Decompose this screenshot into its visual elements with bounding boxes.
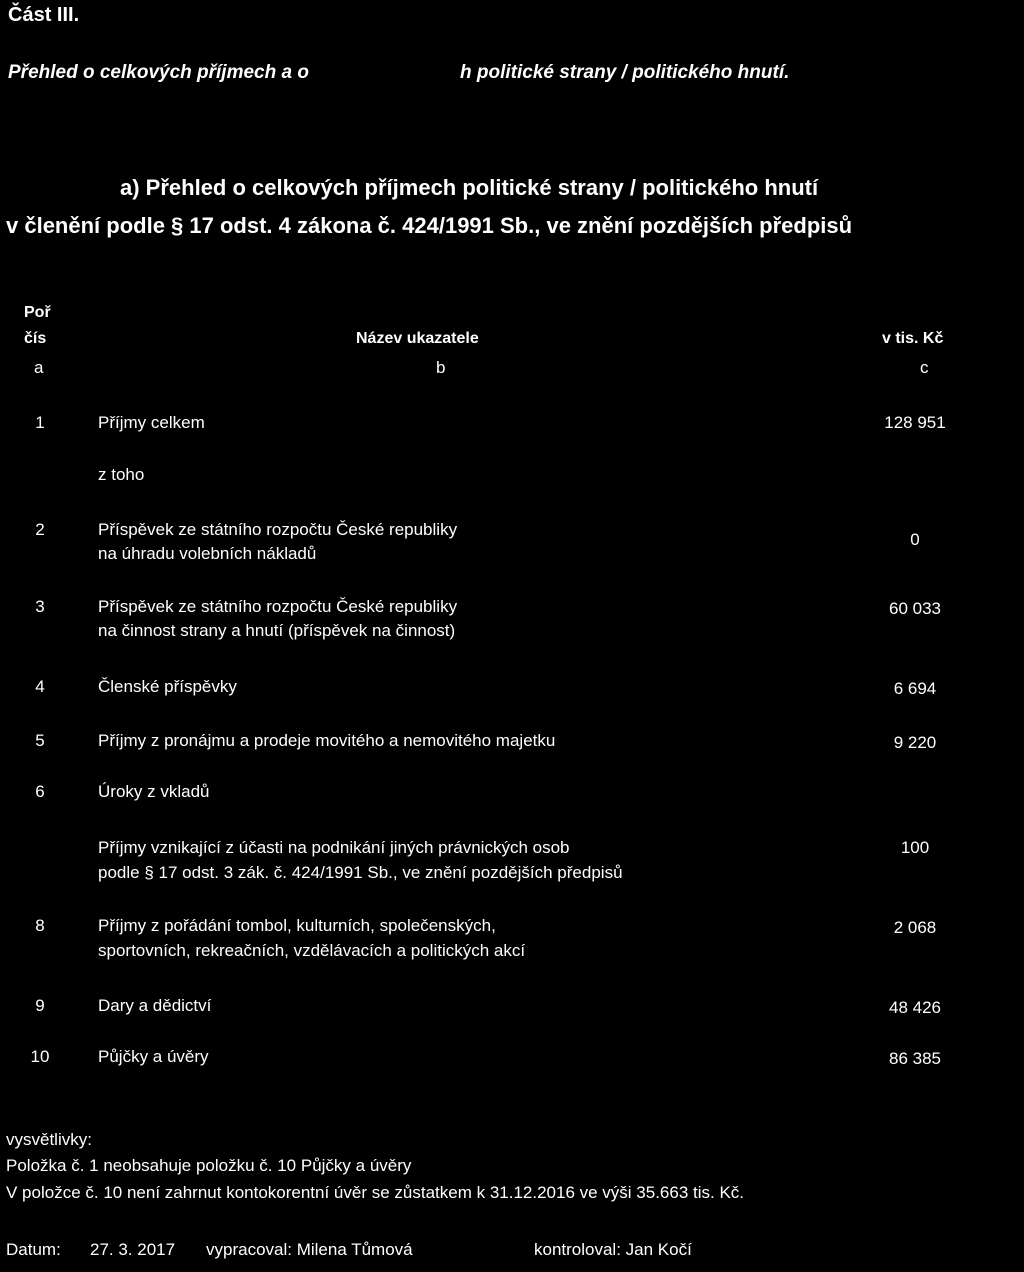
row-1-label: Příjmy celkem bbox=[98, 413, 205, 432]
heading-line-1: a) Přehled o celkových příjmech politické strany / politického hnutí bbox=[120, 175, 819, 200]
note-line-1: Položka č. 1 neobsahuje položku č. 10 Půjčky a úvěry bbox=[6, 1156, 412, 1175]
row-1-value: 128 951 bbox=[884, 413, 946, 432]
value-header: v tis. Kč bbox=[882, 330, 944, 347]
notes-title: vysvětlivky: bbox=[6, 1130, 92, 1149]
row-4-value: 6 694 bbox=[893, 679, 937, 698]
row-5-number: 5 bbox=[35, 731, 45, 750]
row-8-label: Příjmy z pořádání tombol, kulturních, společenských, bbox=[98, 916, 496, 935]
subtitle-right: h politické strany / politického hnutí. bbox=[460, 62, 790, 83]
row-1-number: 1 bbox=[35, 413, 45, 432]
checked-by: kontroloval: Jan Kočí bbox=[534, 1240, 692, 1259]
row-subtotal-label: z toho bbox=[98, 465, 145, 484]
row-2-label: Příspěvek ze státního rozpočtu České republiky bbox=[98, 520, 458, 539]
row-8-label-line2: sportovních, rekreačních, vzdělávacích a politických akcí bbox=[98, 941, 526, 960]
row-10-value: 86 385 bbox=[889, 1049, 941, 1068]
row-5-label: Příjmy z pronájmu a prodeje movitého a nemovitého majetku bbox=[98, 731, 556, 750]
row-2-value: 0 bbox=[910, 530, 920, 549]
row-9-number: 9 bbox=[35, 996, 45, 1015]
row-8-number: 8 bbox=[35, 916, 45, 935]
row-10-label: Půjčky a úvěry bbox=[98, 1047, 209, 1066]
row-6-label: Úroky z vkladů bbox=[98, 782, 210, 801]
row-9-value: 48 426 bbox=[889, 998, 941, 1017]
heading-line-2: v členění podle § 17 odst. 4 zákona č. 424/1991 Sb., ve znění pozdějších předpisů bbox=[6, 213, 853, 238]
row-2-label-line2: na úhradu volebních nákladů bbox=[98, 544, 317, 563]
row-3-label-line2: na činnost strany a hnutí (příspěvek na činnost) bbox=[98, 621, 456, 640]
row-4-label: Členské příspěvky bbox=[98, 677, 237, 696]
row-8-value: 2 068 bbox=[893, 918, 937, 937]
subtitle-left: Přehled o celkových příjmech a o bbox=[8, 62, 309, 83]
date-value: 27. 3. 2017 bbox=[90, 1240, 176, 1259]
row-9-label: Dary a dědictví bbox=[98, 996, 212, 1015]
row-2-number: 2 bbox=[35, 520, 45, 539]
column-letter-b: b bbox=[436, 358, 446, 377]
row-6-number: 6 bbox=[35, 782, 45, 801]
row-7-value: 100 bbox=[900, 838, 930, 857]
note-line-2: V položce č. 10 není zahrnut kontokorentní úvěr se zůstatkem k 31.12.2016 ve výši 35.663 tis. Kč. bbox=[6, 1183, 745, 1202]
name-header: Název ukazatele bbox=[356, 330, 479, 347]
prepared-by: vypracoval: Milena Tůmová bbox=[206, 1240, 413, 1259]
row-5-value: 9 220 bbox=[893, 733, 937, 752]
row-3-label: Příspěvek ze státního rozpočtu České republiky bbox=[98, 597, 458, 616]
row-4-number: 4 bbox=[35, 677, 45, 696]
column-letter-c: c bbox=[920, 358, 929, 377]
row-7-label-line2: podle § 17 odst. 3 zák. č. 424/1991 Sb., ve znění pozdějších předpisů bbox=[98, 863, 623, 882]
row-3-number: 3 bbox=[35, 597, 45, 616]
row-3-value: 60 033 bbox=[889, 599, 941, 618]
date-label: Datum: bbox=[6, 1240, 61, 1259]
part-label: Část III. bbox=[8, 4, 80, 26]
num-header-1: Poř bbox=[24, 304, 51, 321]
num-header-2: čís bbox=[24, 330, 47, 347]
row-7-label: Příjmy vznikající z účasti na podnikání jiných právnických osob bbox=[98, 838, 570, 857]
row-10-number: 10 bbox=[30, 1047, 50, 1066]
column-letter-a: a bbox=[34, 358, 44, 377]
